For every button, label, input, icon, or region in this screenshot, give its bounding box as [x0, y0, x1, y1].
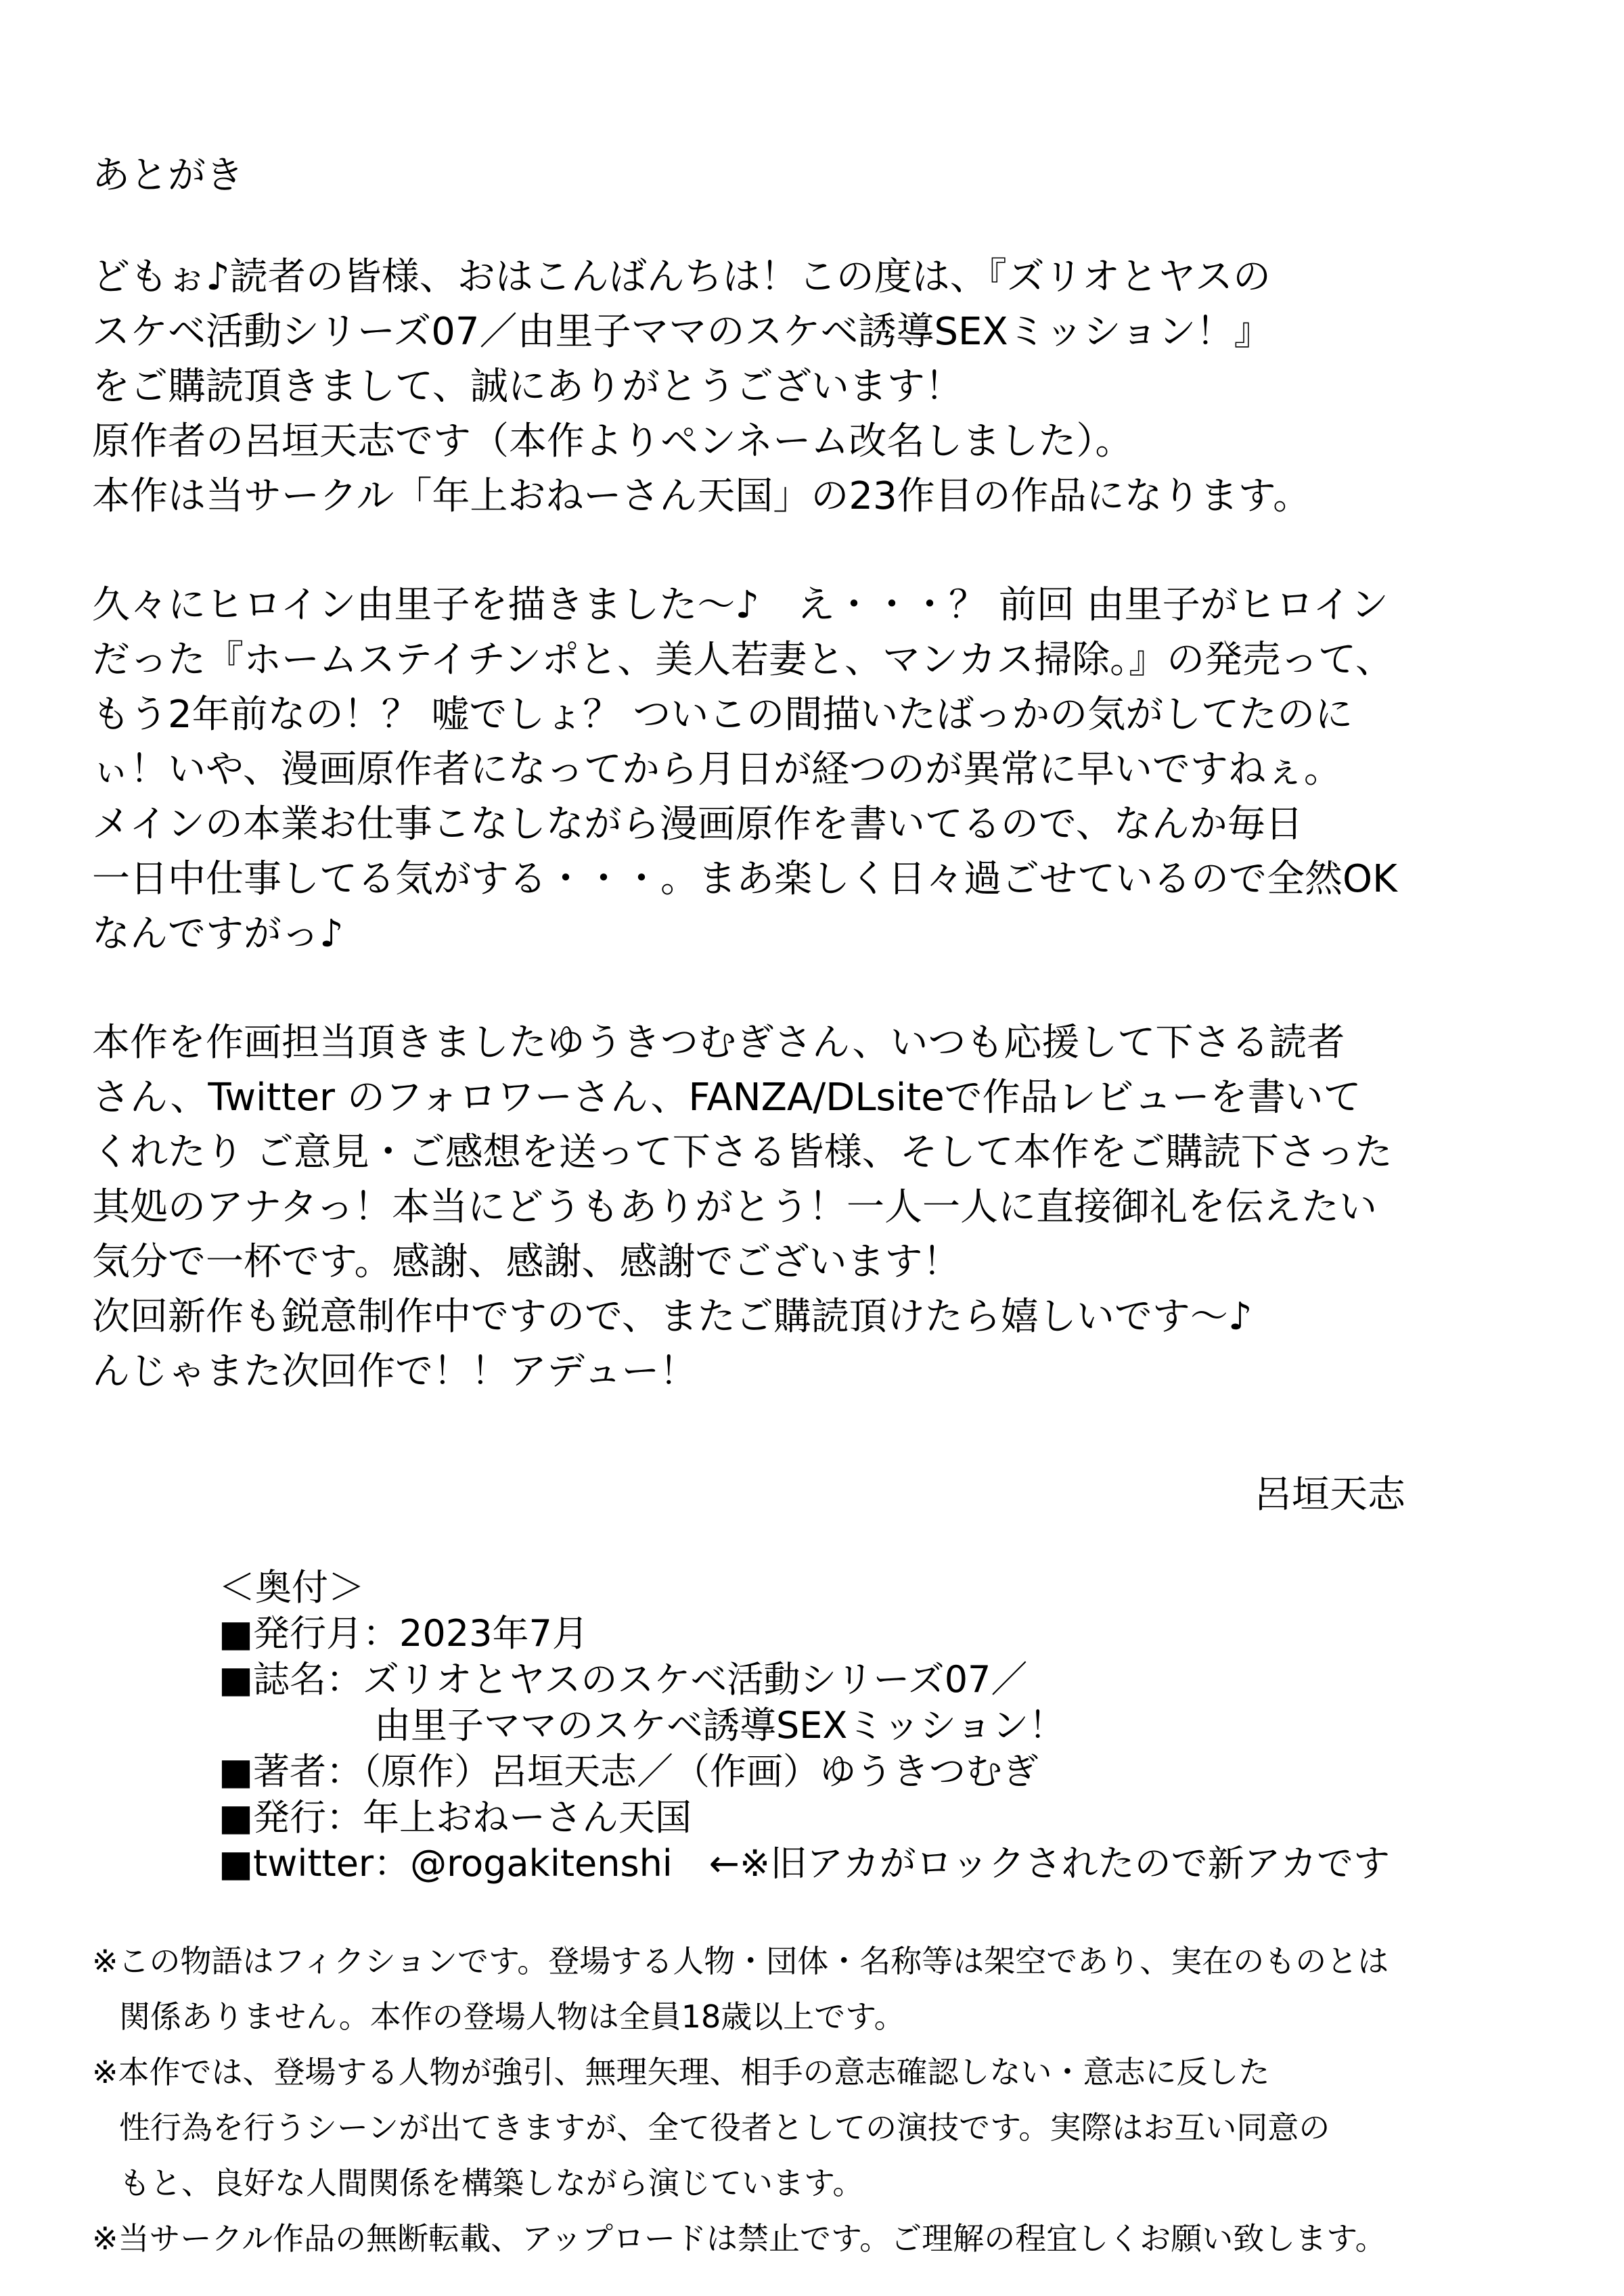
- disclaimer-note: 関係ありません。本作の登場人物は全員18歳以上です。: [119, 1998, 905, 2035]
- disclaimer-note: ※この物語はフィクションです。登場する人物・団体・名称等は架空であり、実在のものとは: [92, 1943, 1389, 1979]
- paragraph3-line: 次回新作も鋭意制作中ですので、またご購読頂けたら嬉しいです～♪: [92, 1295, 1253, 1339]
- paragraph1-line: をご購読頂きまして、誠にありがとうございます！: [92, 365, 963, 409]
- colophon-line-release: ■発行月：2023年7月: [219, 1612, 589, 1655]
- disclaimer-note: 性行為を行うシーンが出てきますが、全て役者としての演技です。実際はお互い同意の: [119, 2109, 1330, 2146]
- paragraph2-line: ぃ！いや、漫画原作者になってから月日が経つのが異常に早いですねぇ。: [92, 748, 1342, 791]
- paragraph2-line: 一日中仕事してる気がする・・・。まあ楽しく日々過ごせているので全然OK: [92, 857, 1397, 901]
- paragraph2-line: だった『ホームステイチンポと、美人若妻と、マンカス掃除。』の発売って、: [92, 638, 1394, 682]
- afterword-title: あとがき: [92, 154, 244, 198]
- paragraph1-line: スケベ活動シリーズ07／由里子ママのスケベ誘導SEXミッション！』: [92, 310, 1272, 354]
- colophon-line-title: ■誌名：ズリオとヤスのスケベ活動シリーズ07／: [219, 1658, 1028, 1701]
- colophon-line-publisher: ■発行：年上おねーさん天国: [219, 1796, 692, 1839]
- paragraph2-line: 久々にヒロイン由里子を描きました～♪ え・・・？ 前回 由里子がヒロイン: [92, 583, 1389, 627]
- paragraph2-line: なんですがっ♪: [92, 912, 344, 956]
- disclaimer-note: もと、良好な人間関係を構築しながら演じています。: [119, 2165, 864, 2201]
- colophon-line-twitter: ■twitter：@rogakitenshi ←※旧アカがロックされたので新アカです: [219, 1842, 1391, 1885]
- colophon-line-title-cont: 由里子ママのスケベ誘導SEXミッション！: [374, 1704, 1066, 1747]
- paragraph1-line: 原作者の呂垣天志です（本作よりペンネーム改名しました）。: [92, 419, 1133, 463]
- disclaimer-note: ※本作では、登場する人物が強引、無理矢理、相手の意志確認しない・意志に反した: [92, 2054, 1270, 2090]
- paragraph3-line: くれたり ご意見・ご感想を送って下さる皆様、そして本作をご購読下さった: [92, 1130, 1393, 1174]
- paragraph3-line: 気分で一杯です。感謝、感謝、感謝でございます！: [92, 1240, 961, 1284]
- paragraph2-line: もう2年前なの！？ 嘘でしょ？ ついこの間描いたばっかの気がしてたのに: [92, 693, 1353, 737]
- paragraph1-line: どもぉ♪読者の皆様、おはこんばんちは！この度は、『ズリオとヤスの: [92, 255, 1271, 299]
- paragraph2-line: メインの本業お仕事こなしながら漫画原作を書いてるので、なんか毎日: [92, 802, 1303, 846]
- disclaimer-note: ※当サークル作品の無断転載、アップロードは禁止です。ご理解の程宜しくお願い致します。: [92, 2220, 1386, 2257]
- paragraph1-line: 本作は当サークル「年上おねーさん天国」の23作目の作品になります。: [92, 474, 1311, 518]
- paragraph3-line: んじゃまた次回作で！！アデュー！: [92, 1350, 698, 1394]
- paragraph3-line: 本作を作画担当頂きましたゆうきつむぎさん、いつも応援して下さる読者: [92, 1021, 1345, 1065]
- colophon-line-author: ■著者：（原作）呂垣天志／（作画）ゆうきつむぎ: [219, 1750, 1039, 1793]
- paragraph3-line: さん、Twitter のフォロワーさん、FANZA/DLsiteで作品レビューを書いて: [92, 1076, 1361, 1120]
- colophon-heading: ＜奥付＞: [219, 1566, 365, 1609]
- author-signature: 呂垣天志: [1254, 1473, 1405, 1517]
- paragraph3-line: 其処のアナタっ！本当にどうもありがとう！一人一人に直接御礼を伝えたい: [92, 1185, 1377, 1229]
